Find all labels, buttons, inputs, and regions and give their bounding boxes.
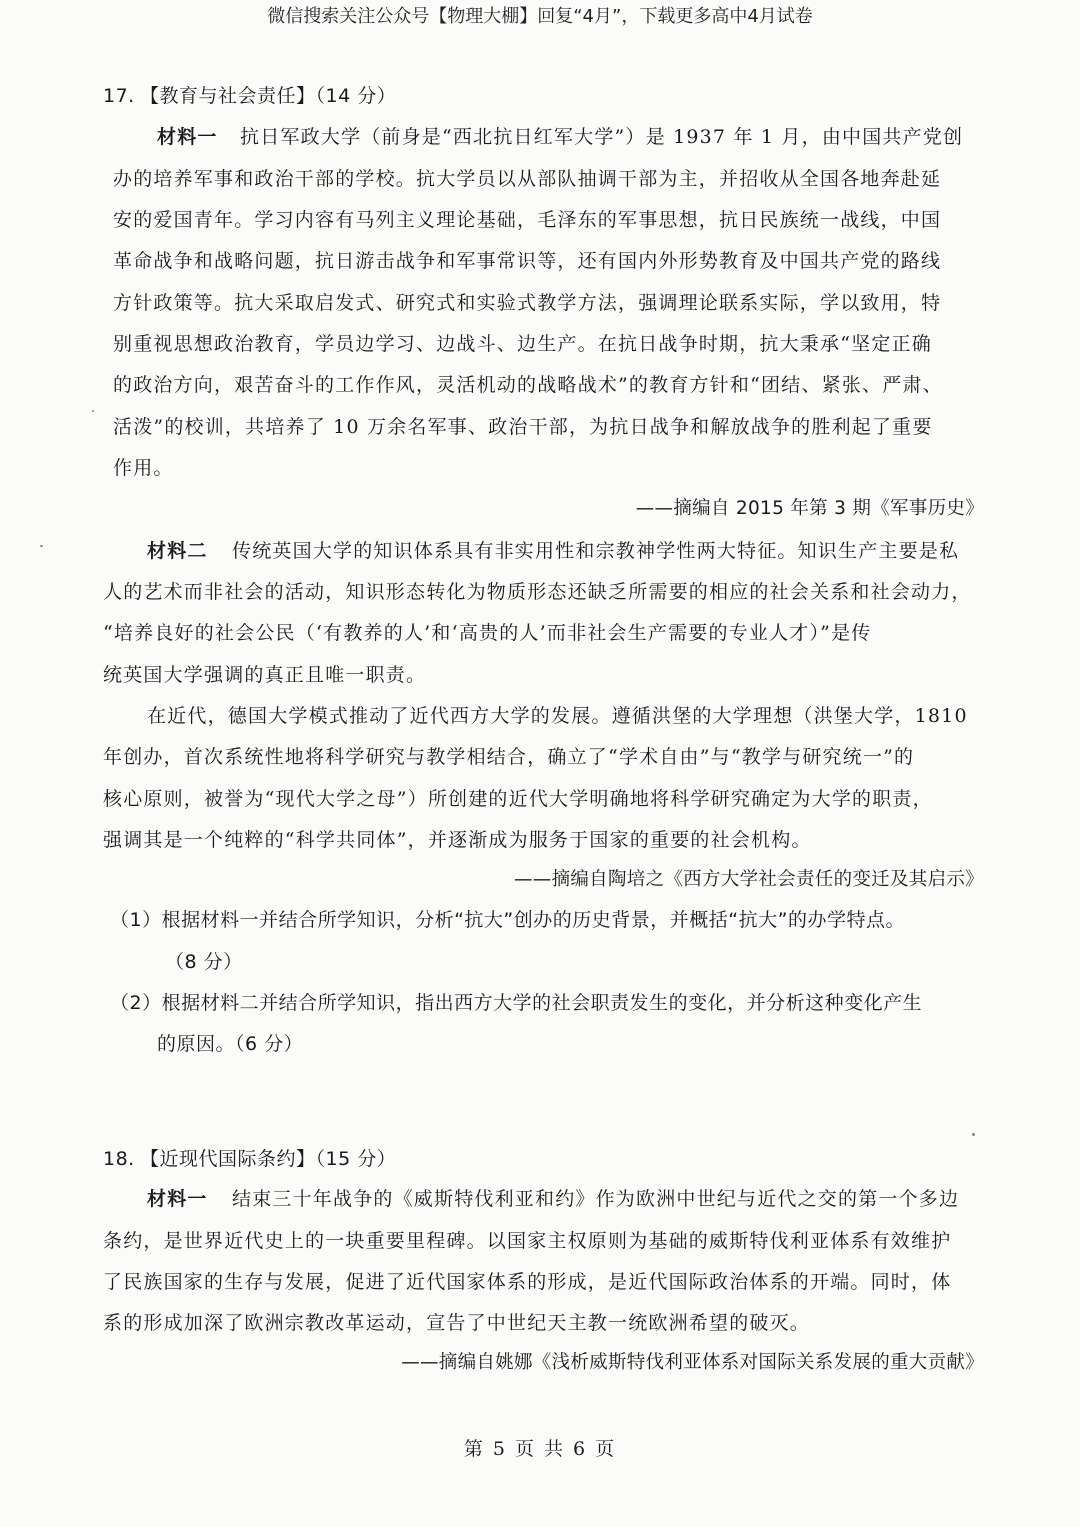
q17-material1-line: 作用。 [113,457,174,479]
q17-question-2-cont: 的原因。（6 分） [157,1033,304,1055]
q18-material1-line: 系的形成加深了欧洲宗教改革运动，宣告了中世纪天主教一统欧洲希望的破灭。 [103,1312,811,1334]
scan-speck [972,1133,975,1136]
q17-material2-line: 传统英国大学的知识体系具有非实用性和宗教神学性两大特征。知识生产主要是私 [232,540,960,562]
scan-speck [92,410,94,412]
q17-heading: 【教育与社会责任】（14 分） [140,85,397,107]
promo-banner: 微信搜索关注公众号【物理大棚】回复“4月”，下载更多高中4月试卷 [267,6,813,27]
q17-material2-line: 核心原则，被誉为“现代大学之母”）所创建的近代大学明确地将科学研究确定为大学的职责， [103,788,933,810]
q17-material1-source: ——摘编自 2015 年第 3 期《军事历史》 [635,498,984,519]
q17-material2-line: 年创办，首次系统性地将科学研究与教学相结合，确立了“学术自由”与“教学与研究统一”的 [103,746,915,768]
q17-material2-line: 在近代，德国大学模式推动了近代西方大学的发展。遵循洪堡的大学理想（洪堡大学，1810 [147,705,968,727]
q17-question-2: （2）根据材料二并结合所学知识，指出西方大学的社会职责发生的变化，并分析这种变化产生 [110,992,923,1014]
q17-question-1-score: （8 分） [165,951,243,973]
q17-material1-line: 安的爱国青年。学习内容有马列主义理论基础，毛泽东的军事思想，抗日民族统一战线，中国 [113,209,942,231]
q18-material1-label: 材料一 [147,1188,208,1210]
q17-material1-line: 办的培养军事和政治干部的学校。抗大学员以从部队抽调干部为主，并招收从全国各地奔赴延 [113,168,942,190]
q17-material2-line: 统英国大学强调的真正且唯一职责。 [103,664,427,686]
q17-material1-line: 方针政策等。抗大采取启发式、研究式和实验式教学方法，强调理论联系实际，学以致用，特 [113,292,942,314]
q17-material2-source: ——摘编自陶培之《西方大学社会责任的变迁及其启示》 [513,869,984,890]
q18-heading: 【近现代国际条约】（15 分） [140,1148,397,1170]
q17-material1-line: 革命战争和战略问题，抗日游击战争和军事常识等，还有国内外形势教育及中国共产党的路线 [113,250,942,272]
q17-material2-label: 材料二 [147,540,208,562]
q17-material1-label: 材料一 [157,126,218,148]
q17-material1-line: 抗日军政大学（前身是“西北抗日红军大学”）是 1937 年 1 月，由中国共产党创 [240,126,964,148]
scan-speck [40,545,43,547]
q17-question-1: （1）根据材料一并结合所学知识，分析“抗大”创办的历史背景，并概括“抗大”的办学特点。 [110,909,905,931]
page-number: 第 5 页 共 6 页 [463,1438,617,1460]
q17-material1-line: 的政治方向，艰苦奋斗的工作作风，灵活机动的战略战术”的教育方针和“团结、紧张、严肃、 [113,374,943,396]
q17-material2-line: 强调其是一个纯粹的“科学共同体”，并逐渐成为服务于国家的重要的社会机构。 [103,829,812,851]
q17-number: 17. [103,85,135,107]
q17-material2-line: 人的艺术而非社会的活动，知识形态转化为物质形态还缺乏所需要的相应的社会关系和社会动力， [103,581,972,603]
q18-material1-line: 结束三十年战争的《威斯特伐利亚和约》作为欧洲中世纪与近代之交的第一个多边 [232,1188,960,1210]
q17-material1-line: 活泼”的校训，共培养了 10 万余名军事、政治干部，为抗日战争和解放战争的胜利起了重要 [113,416,933,438]
q18-number: 18. [103,1148,135,1170]
q17-material1-line: 别重视思想政治教育，学员边学习、边战斗、边生产。在抗日战争时期，抗大秉承“坚定正确 [113,333,932,355]
q17-material2-line: “培养良好的社会公民（‘有教养的人’和‘高贵的人’而非社会生产需要的专业人才）”是传 [103,622,872,644]
q18-material1-line: 了民族国家的生存与发展，促进了近代国家体系的形成，是近代国际政治体系的开端。同时，体 [103,1271,952,1293]
q18-material1-line: 条约，是世界近代史上的一块重要里程碑。以国家主权原则为基础的威斯特伐利亚体系有效维护 [103,1230,952,1252]
q18-material1-source: ——摘编自姚娜《浅析威斯特伐利亚体系对国际关系发展的重大贡献》 [401,1352,984,1373]
